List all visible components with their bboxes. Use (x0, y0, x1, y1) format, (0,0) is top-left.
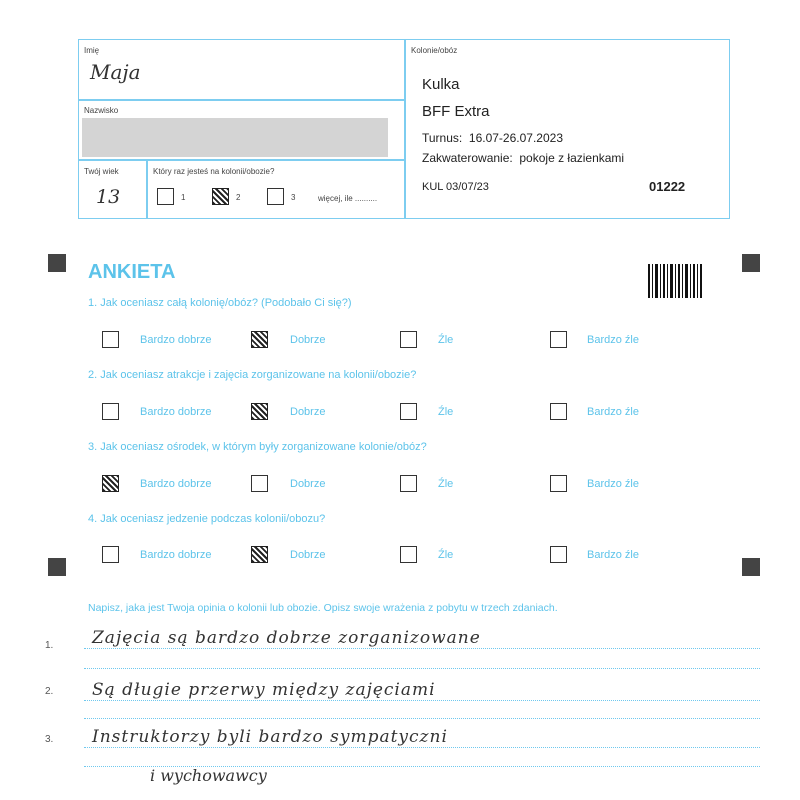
q1-very-good-checkbox[interactable] (102, 331, 119, 348)
q3-good-label: Dobrze (290, 478, 326, 490)
times-option-2: 2 (236, 193, 241, 202)
registration-marker (742, 254, 760, 272)
times-checkbox-2[interactable] (212, 188, 229, 205)
q2-bad-checkbox[interactable] (400, 403, 417, 420)
opinion-extra: i wychowawcy (150, 766, 267, 785)
q2-very-good-checkbox[interactable] (102, 403, 119, 420)
barcode (648, 264, 702, 298)
line-number-3: 3. (45, 734, 54, 745)
times-label: Który raz jesteś na kolonii/obozie? (153, 167, 275, 176)
surname-redacted (82, 118, 388, 157)
q1-good-checkbox[interactable] (251, 331, 268, 348)
q3-very-good-label: Bardzo dobrze (140, 478, 212, 490)
age-label: Twój wiek (84, 167, 119, 176)
header-divider (78, 99, 405, 101)
q3-bad-label: Źle (438, 478, 454, 490)
age-value: 13 (96, 186, 121, 208)
form-number: 01222 (649, 179, 686, 194)
surname-label: Nazwisko (84, 106, 119, 115)
q1-good-label: Dobrze (290, 334, 326, 346)
answer-line (84, 648, 760, 649)
times-checkbox-3[interactable] (267, 188, 284, 205)
q2-bad-label: Źle (438, 406, 454, 418)
q4-good-label: Dobrze (290, 549, 326, 561)
opinion-line-2: Są długie przerwy między zajęciami (92, 680, 436, 700)
name-label: Imię (84, 46, 100, 55)
survey-title: ANKIETA (88, 261, 176, 283)
question-1: 1. Jak oceniasz całą kolonię/obóz? (Podobało Ci się?) (88, 297, 352, 309)
times-option-1: 1 (181, 193, 186, 202)
header-divider (146, 159, 148, 219)
times-option-3: 3 (291, 193, 296, 202)
q1-bad-checkbox[interactable] (400, 331, 417, 348)
opinion-line-3: Instruktorzy byli bardzo sympatyczni (92, 727, 448, 747)
q4-very-good-label: Bardzo dobrze (140, 549, 212, 561)
answer-line (84, 668, 760, 669)
camp-program: BFF Extra (422, 103, 490, 120)
q2-good-label: Dobrze (290, 406, 326, 418)
question-4: 4. Jak oceniasz jedzenie podczas kolonii/obozu? (88, 513, 326, 525)
q1-very-bad-checkbox[interactable] (550, 331, 567, 348)
registration-marker (48, 254, 66, 272)
camp-label: Kolonie/obóz (411, 46, 458, 55)
name-value: Maja (90, 60, 141, 84)
q1-very-bad-label: Bardzo źle (587, 334, 639, 346)
q4-very-good-checkbox[interactable] (102, 546, 119, 563)
camp-code: KUL 03/07/23 (422, 181, 489, 193)
q3-very-bad-label: Bardzo źle (587, 478, 639, 490)
camp-name: Kulka (422, 76, 460, 93)
accommodation: Zakwaterowanie: pokoje z łazienkami (422, 151, 625, 165)
header-divider (78, 159, 405, 161)
registration-marker (742, 558, 760, 576)
question-2: 2. Jak oceniasz atrakcje i zajęcia zorganizowane na kolonii/obozie? (88, 369, 417, 381)
q3-very-good-checkbox[interactable] (102, 475, 119, 492)
opinion-prompt: Napisz, jaka jest Twoja opinia o kolonii lub obozie. Opisz swoje wrażenia z pobytu w trzech zdaniach. (88, 602, 558, 614)
q2-good-checkbox[interactable] (251, 403, 268, 420)
q4-very-bad-checkbox[interactable] (550, 546, 567, 563)
turnus: Turnus: 16.07-26.07.2023 (422, 131, 563, 145)
q1-very-good-label: Bardzo dobrze (140, 334, 212, 346)
q2-very-bad-label: Bardzo źle (587, 406, 639, 418)
answer-line (84, 718, 760, 719)
line-number-1: 1. (45, 640, 54, 651)
q4-very-bad-label: Bardzo źle (587, 549, 639, 561)
times-checkbox-1[interactable] (157, 188, 174, 205)
q1-bad-label: Źle (438, 334, 454, 346)
times-more: więcej, ile .......... (318, 194, 378, 203)
answer-line (84, 747, 760, 748)
q4-good-checkbox[interactable] (251, 546, 268, 563)
q2-very-bad-checkbox[interactable] (550, 403, 567, 420)
registration-marker (48, 558, 66, 576)
question-3: 3. Jak oceniasz ośrodek, w którym były zorganizowane kolonie/obóz? (88, 441, 427, 453)
answer-line (84, 700, 760, 701)
q3-very-bad-checkbox[interactable] (550, 475, 567, 492)
q3-good-checkbox[interactable] (251, 475, 268, 492)
opinion-line-1: Zajęcia są bardzo dobrze zorganizowane (92, 628, 481, 648)
q4-bad-checkbox[interactable] (400, 546, 417, 563)
q4-bad-label: Źle (438, 549, 454, 561)
header-divider (404, 39, 406, 219)
line-number-2: 2. (45, 686, 54, 697)
q3-bad-checkbox[interactable] (400, 475, 417, 492)
q2-very-good-label: Bardzo dobrze (140, 406, 212, 418)
